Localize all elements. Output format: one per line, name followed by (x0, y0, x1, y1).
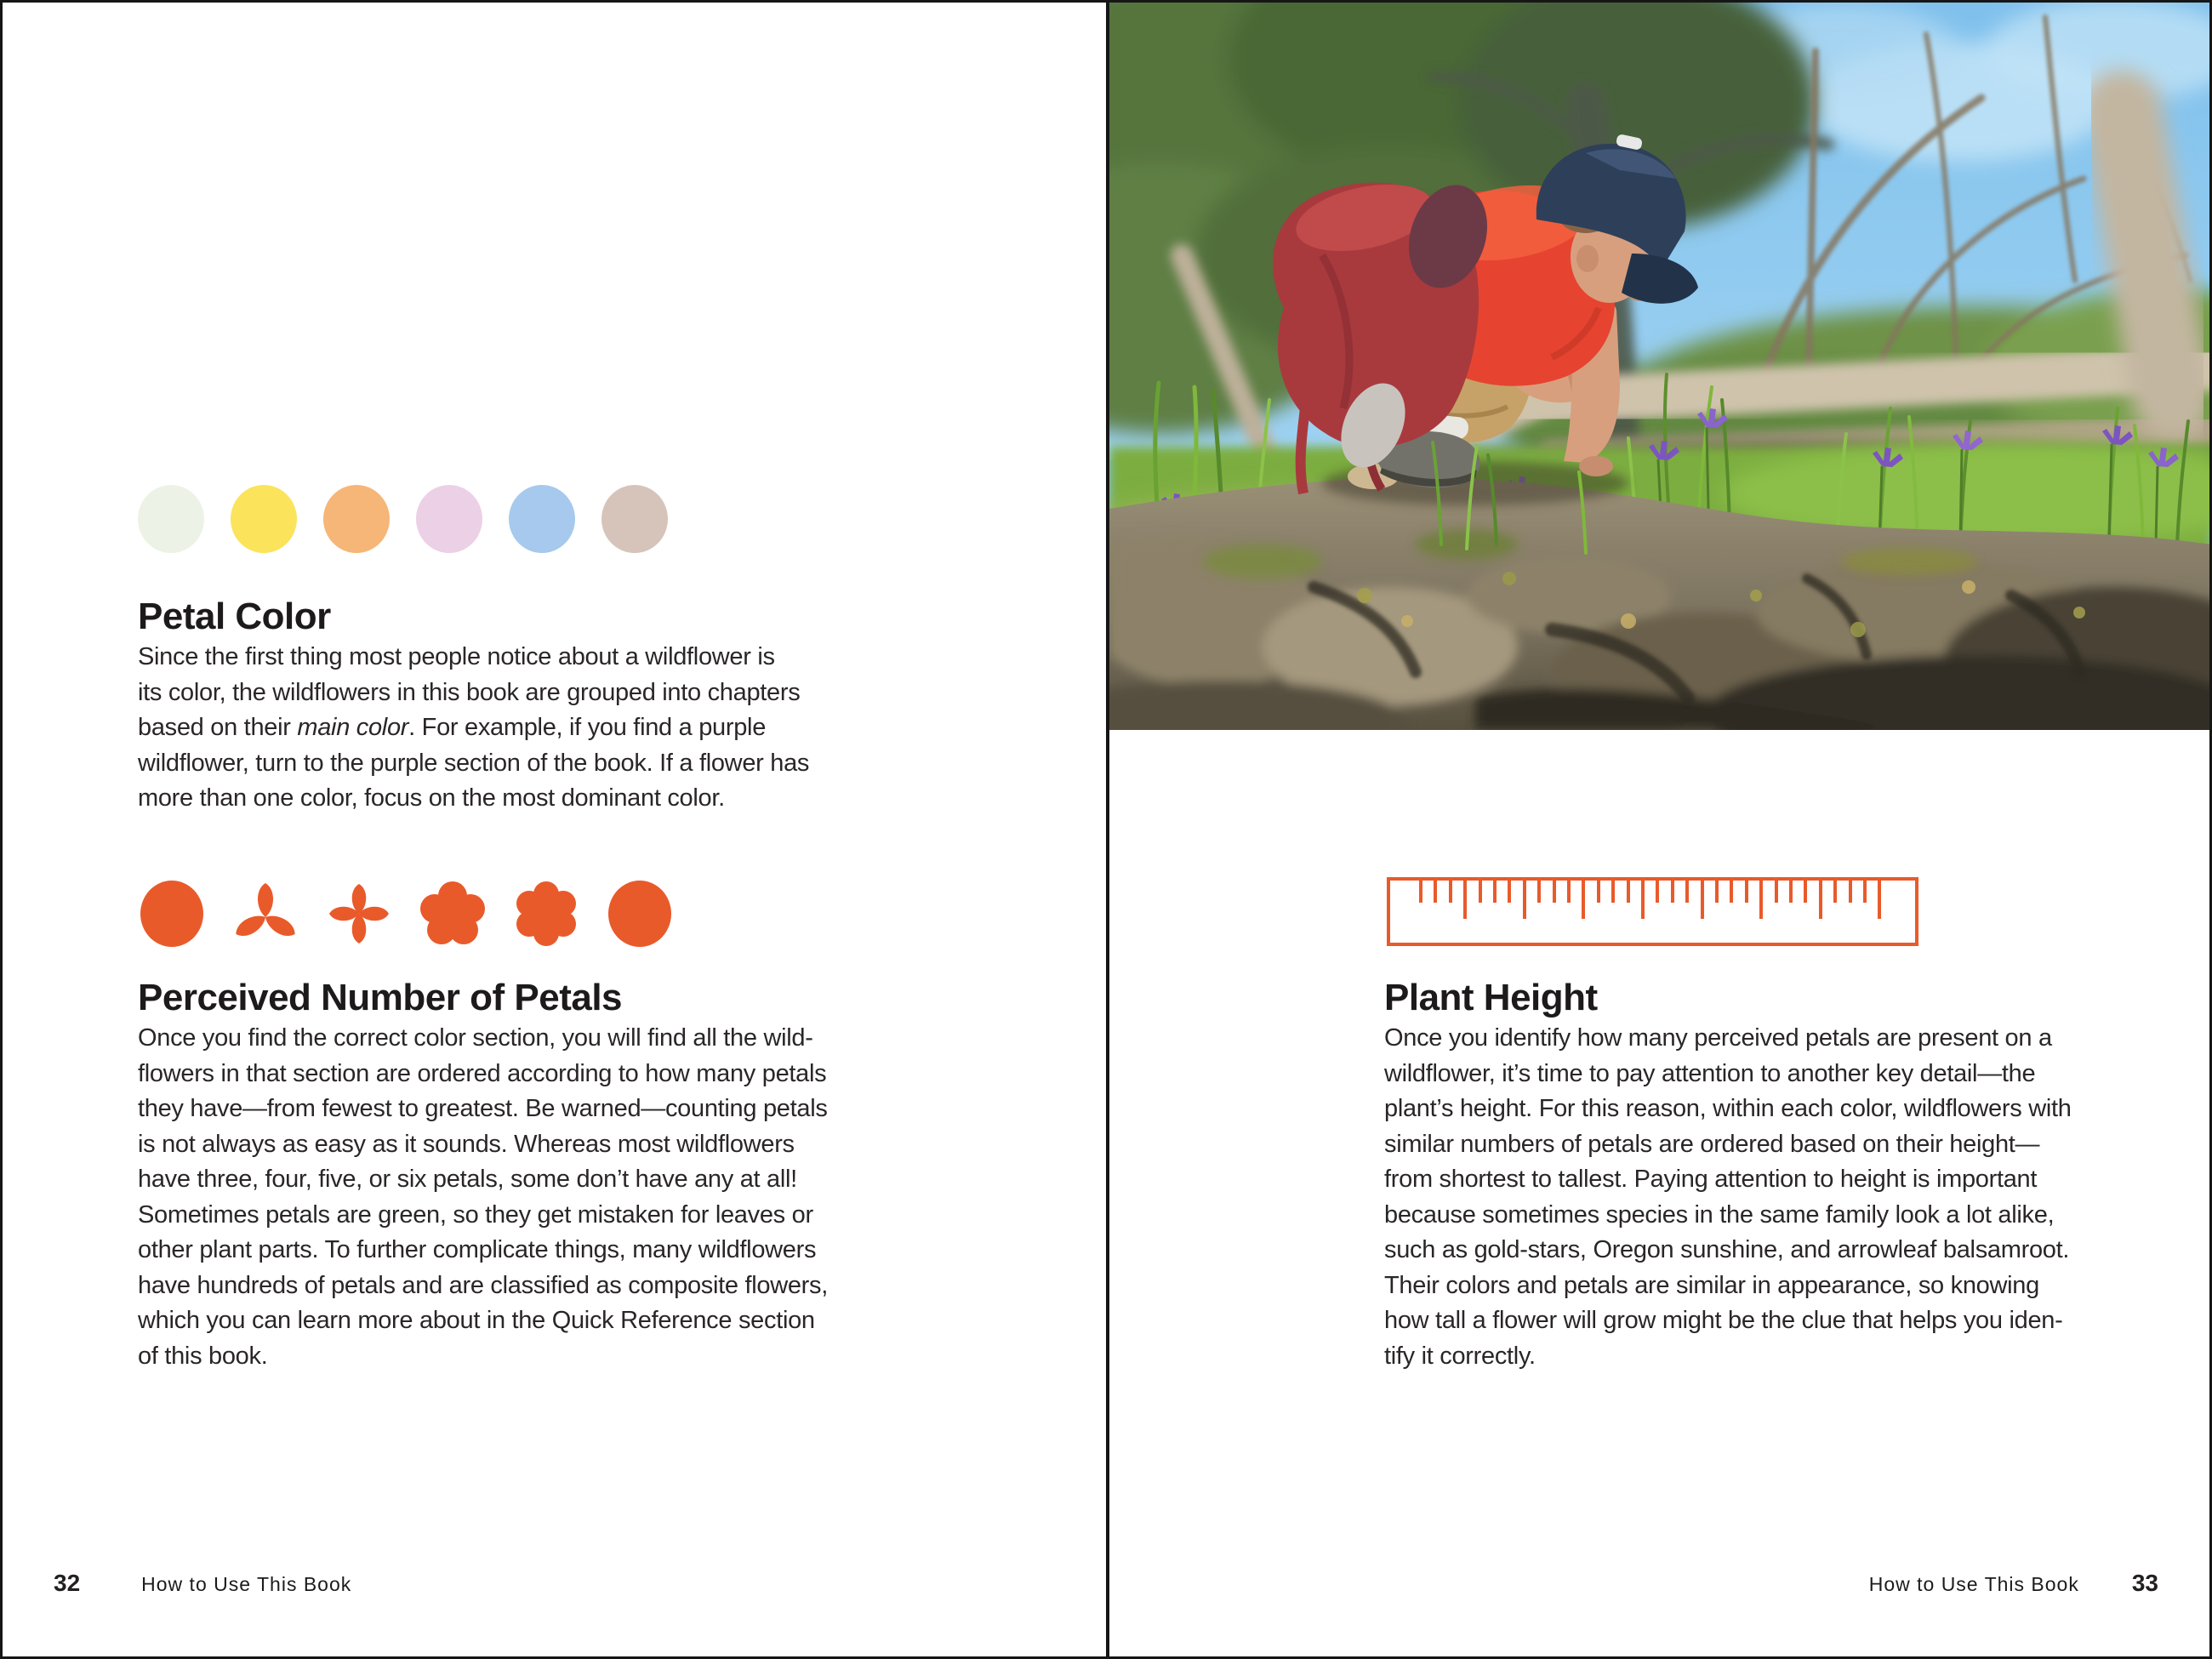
text-line: have three, four, five, or six petals, some don’t have any at all! (138, 1166, 797, 1193)
petal-icon-four-petals (325, 880, 393, 948)
ruler-major-tick (1523, 881, 1526, 919)
text-line: because sometimes species in the same family look a lot alike, (1384, 1200, 2055, 1229)
spread-left-border (0, 0, 3, 1659)
plant-height-ruler-illustration (1387, 877, 1918, 946)
ruler-minor-tick (1833, 881, 1837, 903)
page-number: 33 (2131, 1570, 2158, 1596)
ruler-major-tick (1701, 881, 1704, 919)
text-line: Once you identify how many perceived petals are present on a (1384, 1024, 2052, 1052)
ruler-minor-tick (1627, 881, 1630, 903)
text-line: such as gold-stars, Oregon sunshine, and arrowleaf balsamroot. (1384, 1236, 2070, 1263)
text-line: which you can learn more about in the Quick Reference section (138, 1307, 815, 1334)
ruler-minor-tick (1730, 881, 1733, 903)
text-line: how tall a flower will grow might be the clue that helps you iden- (1384, 1307, 2063, 1334)
chapter-title: How to Use This Book (141, 1573, 352, 1595)
text-line: wildflower, it’s time to pay attention to another key detail—the (1384, 1059, 2036, 1087)
ruler-major-tick (1819, 881, 1822, 919)
text-line: Since the first thing most people notice about a wildflower is (138, 643, 775, 670)
text-line: from shortest to tallest. Paying attention to height is important (1384, 1166, 2038, 1193)
petal-color-swatch (323, 485, 390, 553)
petal-color-swatch (509, 485, 575, 553)
petal-color-swatch-row (138, 485, 668, 553)
text-line: Sometimes petals are green, so they get mistaken for leaves or (138, 1200, 813, 1229)
petal-icon-five-petals (419, 880, 487, 948)
text-line: is not always as easy as it sounds. Whereas most wildflowers (138, 1130, 795, 1158)
left-page-footer (54, 1570, 351, 1597)
ruler-minor-tick (1479, 881, 1482, 903)
text-line: wildflower, turn to the purple section of the book. If a flower has (138, 749, 810, 777)
plant-height-body (1384, 1021, 2072, 1374)
ruler-minor-tick (1804, 881, 1807, 903)
petal-color-swatch (231, 485, 297, 553)
text-line: of this book. (138, 1342, 268, 1370)
ruler-minor-tick (1434, 881, 1437, 903)
text-line: they have—from fewest to greatest. Be warned—counting petals (138, 1095, 828, 1122)
ruler-minor-tick (1493, 881, 1497, 903)
ruler-minor-tick (1611, 881, 1615, 903)
ruler-minor-tick (1449, 881, 1452, 903)
text-line: other plant parts. To further complicate things, many wildflowers (138, 1236, 817, 1263)
ruler-minor-tick (1508, 881, 1511, 903)
text-line: Once you find the correct color section, you will find all the wild- (138, 1024, 813, 1052)
text-line: plant’s height. For this reason, within each color, wildflowers with (1384, 1095, 2072, 1122)
text-line: Their colors and petals are similar in appearance, so knowing (1384, 1271, 2039, 1299)
ruler-minor-tick (1849, 881, 1852, 903)
petal-color-swatch (138, 485, 204, 553)
ruler-minor-tick (1715, 881, 1719, 903)
petal-icon-three-petals (231, 880, 299, 948)
ruler-minor-tick (1775, 881, 1778, 903)
text-line: similar numbers of petals are ordered based on their height— (1384, 1130, 2040, 1158)
petal-icon-composite-circle (606, 880, 674, 948)
ruler-major-tick (1878, 881, 1881, 919)
petal-number-heading: Perceived Number of Petals (138, 977, 623, 1018)
text-line: flowers in that section are ordered according to how many petals (138, 1059, 827, 1087)
petal-number-body (138, 1021, 828, 1374)
text-line: have hundreds of petals and are classified as composite flowers, (138, 1271, 828, 1299)
ruler-minor-tick (1671, 881, 1674, 903)
ruler-major-tick (1641, 881, 1645, 919)
page-number: 32 (54, 1570, 81, 1596)
petal-icon-six-petals (512, 880, 580, 948)
ruler-minor-tick (1789, 881, 1793, 903)
text-line: based on their main color. For example, if you find a purple (138, 714, 767, 741)
ruler-minor-tick (1419, 881, 1422, 903)
petal-color-swatch (416, 485, 482, 553)
text-line: more than one color, focus on the most dominant color. (138, 784, 725, 812)
plant-height-heading: Plant Height (1384, 977, 1598, 1018)
wildflower-photo-illustration (1109, 0, 2212, 730)
ruler-minor-tick (1863, 881, 1867, 903)
petal-icon-circle (138, 880, 206, 948)
ruler-major-tick (1463, 881, 1467, 919)
ruler-minor-tick (1656, 881, 1659, 903)
petal-color-body (138, 640, 809, 817)
ruler-minor-tick (1745, 881, 1748, 903)
text-line: tify it correctly. (1384, 1342, 1536, 1370)
ruler-major-tick (1582, 881, 1585, 919)
ruler-minor-tick (1553, 881, 1556, 903)
ruler-minor-tick (1567, 881, 1571, 903)
petal-color-heading: Petal Color (138, 596, 331, 637)
wildflower-photo (1109, 0, 2212, 730)
chapter-title: How to Use This Book (1868, 1573, 2079, 1595)
petal-count-icon-row (138, 880, 674, 948)
petal-color-swatch (601, 485, 668, 553)
ruler-minor-tick (1685, 881, 1689, 903)
ruler-major-tick (1759, 881, 1763, 919)
ruler-minor-tick (1597, 881, 1600, 903)
ruler-minor-tick (1537, 881, 1541, 903)
text-line: its color, the wildflowers in this book are grouped into chapters (138, 678, 801, 706)
page-gutter-divider (1106, 0, 1109, 1659)
right-page-footer (1869, 1570, 2158, 1597)
